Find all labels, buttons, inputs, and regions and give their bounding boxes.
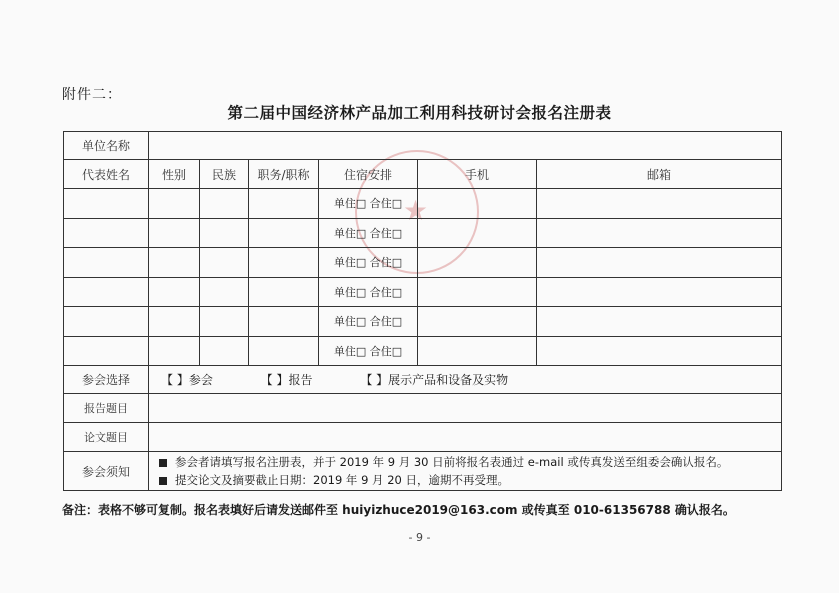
rep-name-cell[interactable] bbox=[64, 277, 149, 307]
phone-cell[interactable] bbox=[418, 336, 537, 366]
participation-row bbox=[64, 366, 782, 394]
lodging-option[interactable]: 单住□ 合住□ bbox=[319, 336, 418, 366]
notice-item: 参会者请填写报名注册表，并于 2019 年 9 月 30 日前将报名表通过 e-mail 或传真发送至组委会确认报名。 bbox=[159, 453, 781, 471]
rep-name-header: 代表姓名 bbox=[64, 160, 149, 189]
notice-label: 参会须知 bbox=[64, 452, 149, 491]
lodging-option[interactable]: 单住□ 合住□ bbox=[319, 248, 418, 278]
lodging-option[interactable]: 单住□ 合住□ bbox=[319, 218, 418, 248]
rep-name-cell[interactable] bbox=[64, 218, 149, 248]
ethnicity-cell[interactable] bbox=[200, 189, 249, 219]
table-row bbox=[64, 336, 782, 366]
participation-options bbox=[149, 366, 782, 394]
gender-cell[interactable] bbox=[149, 189, 200, 219]
bullet-square-icon bbox=[159, 477, 167, 485]
table-row bbox=[64, 277, 782, 307]
gender-cell[interactable] bbox=[149, 336, 200, 366]
title-cell[interactable] bbox=[249, 189, 319, 219]
lodging-option[interactable]: 单住□ 合住□ bbox=[319, 307, 418, 337]
gender-cell[interactable] bbox=[149, 277, 200, 307]
seal-star-icon: ★ bbox=[403, 194, 429, 227]
report-topic-label: 报告题目 bbox=[64, 394, 149, 423]
title-cell[interactable] bbox=[249, 307, 319, 337]
form-title: 第二届中国经济林产品加工利用科技研讨会报名注册表 bbox=[227, 104, 612, 122]
table-row bbox=[64, 307, 782, 337]
phone-cell[interactable] bbox=[418, 218, 537, 248]
email-cell[interactable] bbox=[537, 189, 782, 219]
report-topic-cell[interactable] bbox=[149, 394, 782, 423]
ethnicity-header: 民族 bbox=[200, 160, 249, 189]
phone-cell[interactable] bbox=[418, 189, 537, 219]
notice-item: 提交论文及摘要截止日期：2019 年 9 月 20 日，逾期不再受理。 bbox=[159, 471, 781, 489]
email-cell[interactable] bbox=[537, 336, 782, 366]
rep-name-cell[interactable] bbox=[64, 248, 149, 278]
lodging-option[interactable]: 单住□ 合住□ bbox=[319, 277, 418, 307]
lodging-header: 住宿安排 bbox=[319, 160, 418, 189]
table-row bbox=[64, 189, 782, 219]
title-cell[interactable] bbox=[249, 336, 319, 366]
rep-name-cell[interactable] bbox=[64, 189, 149, 219]
gender-cell[interactable] bbox=[149, 248, 200, 278]
footnote: 备注：表格不够可复制。报名表填好后请发送邮件至 huiyizhuce2019@163.com 或传真至 010-61356788 确认报名。 bbox=[62, 503, 735, 517]
rep-name-cell[interactable] bbox=[64, 336, 149, 366]
gender-cell[interactable] bbox=[149, 307, 200, 337]
phone-header: 手机 bbox=[418, 160, 537, 189]
paper-topic-row bbox=[64, 423, 782, 452]
table-row bbox=[64, 218, 782, 248]
header-row bbox=[64, 160, 782, 189]
option-attend[interactable]: 【 】参会 bbox=[161, 373, 213, 387]
paper-topic-label: 论文题目 bbox=[64, 423, 149, 452]
report-topic-row bbox=[64, 394, 782, 423]
option-report[interactable]: 【 】报告 bbox=[260, 373, 313, 387]
unit-row bbox=[64, 132, 782, 160]
ethnicity-cell[interactable] bbox=[200, 277, 249, 307]
unit-name-cell[interactable] bbox=[149, 132, 782, 160]
gender-header: 性别 bbox=[149, 160, 200, 189]
ethnicity-cell[interactable] bbox=[200, 218, 249, 248]
email-cell[interactable] bbox=[537, 277, 782, 307]
ethnicity-cell[interactable] bbox=[200, 248, 249, 278]
title-header: 职务/职称 bbox=[249, 160, 319, 189]
email-cell[interactable] bbox=[537, 218, 782, 248]
participation-label: 参会选择 bbox=[64, 366, 149, 394]
notice-row bbox=[64, 452, 782, 491]
email-header: 邮箱 bbox=[537, 160, 782, 189]
ethnicity-cell[interactable] bbox=[200, 307, 249, 337]
bullet-square-icon bbox=[159, 459, 167, 467]
notice-content bbox=[149, 452, 782, 491]
rep-name-cell[interactable] bbox=[64, 307, 149, 337]
table-row bbox=[64, 248, 782, 278]
title-cell[interactable] bbox=[249, 248, 319, 278]
attachment-label: 附件二： bbox=[62, 87, 122, 103]
lodging-option[interactable]: 单住□ 合住□ bbox=[319, 189, 418, 219]
title-cell[interactable] bbox=[249, 218, 319, 248]
phone-cell[interactable] bbox=[418, 248, 537, 278]
gender-cell[interactable] bbox=[149, 218, 200, 248]
option-exhibit[interactable]: 【 】展示产品和设备及实物 bbox=[360, 373, 509, 387]
email-cell[interactable] bbox=[537, 248, 782, 278]
page-number: - 9 - bbox=[408, 531, 431, 544]
unit-name-label: 单位名称 bbox=[64, 132, 149, 160]
email-cell[interactable] bbox=[537, 307, 782, 337]
phone-cell[interactable] bbox=[418, 277, 537, 307]
registration-table bbox=[63, 131, 782, 491]
phone-cell[interactable] bbox=[418, 307, 537, 337]
title-cell[interactable] bbox=[249, 277, 319, 307]
paper-topic-cell[interactable] bbox=[149, 423, 782, 452]
ethnicity-cell[interactable] bbox=[200, 336, 249, 366]
